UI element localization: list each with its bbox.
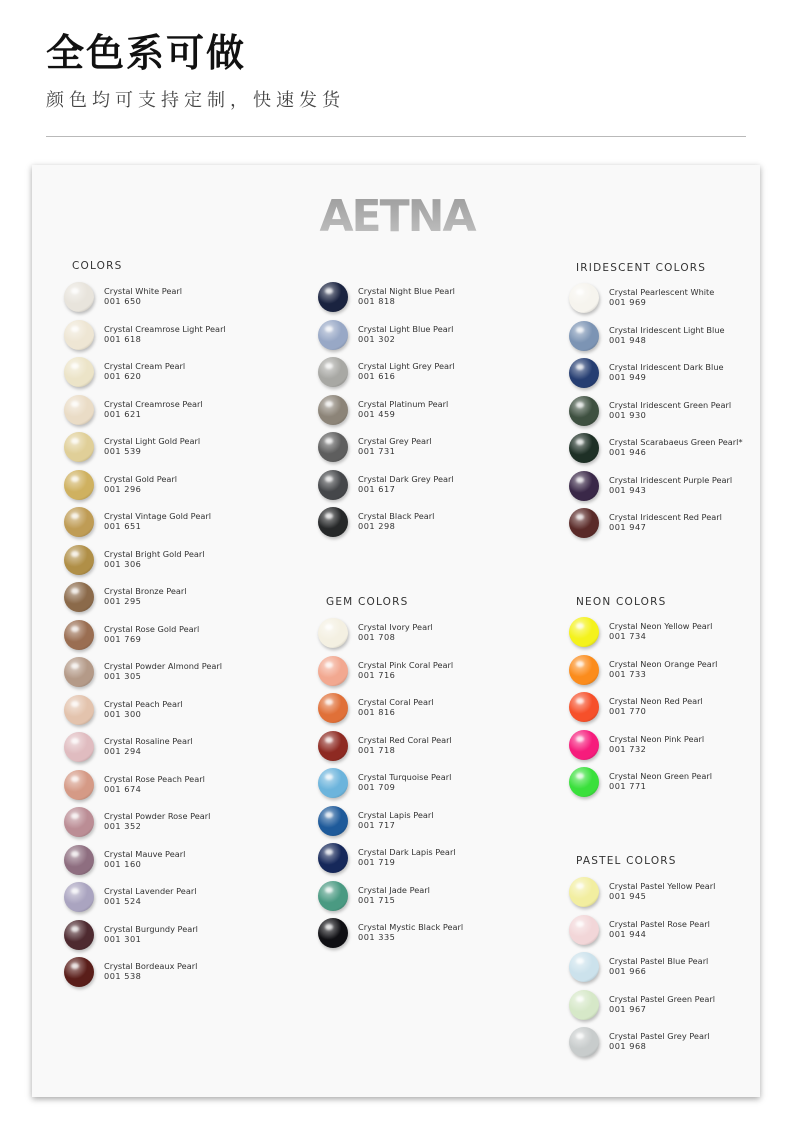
pearl-code: 001 969 <box>609 297 647 307</box>
pearl-swatch <box>569 283 599 313</box>
pearl-swatch <box>64 357 94 387</box>
pearl-name: Crystal Turquoise Pearl <box>358 772 452 782</box>
pearl-swatch <box>569 877 599 907</box>
pearl-swatch <box>64 845 94 875</box>
pearl-name: Crystal Lavender Pearl <box>104 886 197 896</box>
pearl-name: Crystal Burgundy Pearl <box>104 923 198 934</box>
pearl-name: Crystal Neon Red Pearl <box>609 696 703 706</box>
pearl-name: Crystal Iridescent Green Pearl <box>609 399 732 410</box>
pearl-name: Crystal Iridescent Purple Pearl <box>609 474 733 485</box>
pearl-swatch <box>569 617 599 647</box>
pearl-swatch <box>318 806 348 836</box>
pearl-name: Crystal Rose Peach Pearl <box>104 773 205 784</box>
pearl-name: Crystal Bordeaux Pearl <box>104 961 198 971</box>
pearl-swatch <box>318 618 348 648</box>
pearl-swatch <box>569 358 599 388</box>
pearl-name: Crystal Platinum Pearl <box>358 398 449 409</box>
pearl-code: 001 298 <box>358 521 396 531</box>
pearl-code: 001 717 <box>358 819 396 830</box>
pearl-code: 001 769 <box>104 633 142 644</box>
pearl-code: 001 306 <box>104 558 142 569</box>
pearl-swatch <box>64 582 94 612</box>
pearl-code: 001 715 <box>358 894 396 905</box>
pearl-code: 001 716 <box>358 669 396 680</box>
pearl-code: 001 302 <box>358 333 396 344</box>
pearl-name: Crystal Coral Pearl <box>358 697 434 707</box>
pearl-swatch <box>318 693 348 723</box>
pearl-name: Crystal Lapis Pearl <box>358 809 434 820</box>
pearl-code: 001 946 <box>609 447 647 457</box>
pearl-name: Crystal Rosaline Pearl <box>104 736 193 746</box>
pearl-code: 001 818 <box>358 296 396 306</box>
pearl-swatch <box>569 952 599 982</box>
pearl-swatch <box>569 1027 599 1057</box>
pearl-swatch <box>569 692 599 722</box>
pearl-swatch <box>64 545 94 575</box>
pearl-swatch <box>569 433 599 463</box>
pearl-swatch <box>318 432 348 462</box>
pearl-swatch <box>318 470 348 500</box>
pearl-swatch <box>569 321 599 351</box>
pearl-swatch <box>64 770 94 800</box>
pearl-code: 001 650 <box>104 296 142 306</box>
pearl-swatch <box>569 508 599 538</box>
pearl-code: 001 968 <box>609 1041 647 1051</box>
pearl-code: 001 709 <box>358 782 396 792</box>
pearl-name: Crystal Creamrose Light Pearl <box>104 323 226 334</box>
pearl-name: Crystal Neon Yellow Pearl <box>609 621 713 631</box>
pearl-name: Crystal Gold Pearl <box>104 473 178 484</box>
pearl-swatch <box>64 882 94 912</box>
section-title-gem: GEM COLORS <box>326 596 409 608</box>
page-subtitle: 颜色均可支持定制，快速发货 <box>46 90 345 111</box>
pearl-name: Crystal Vintage Gold Pearl <box>104 511 212 521</box>
pearl-swatch <box>64 432 94 462</box>
pearl-code: 001 948 <box>609 334 647 345</box>
pearl-code: 001 708 <box>358 632 396 642</box>
pearl-name: Crystal Night Blue Pearl <box>358 286 455 296</box>
pearl-name: Crystal Pastel Yellow Pearl <box>609 881 716 891</box>
pearl-swatch <box>569 396 599 426</box>
pearl-code: 001 301 <box>104 933 142 944</box>
pearl-code: 001 733 <box>609 668 647 679</box>
section-title-colors: COLORS <box>72 260 123 272</box>
pearl-name: Crystal Pastel Blue Pearl <box>609 956 709 966</box>
pearl-code: 001 300 <box>104 708 142 719</box>
pearl-name: Crystal Creamrose Pearl <box>104 398 203 409</box>
pearl-name: Crystal Pink Coral Pearl <box>358 659 454 670</box>
pearl-code: 001 943 <box>609 484 647 495</box>
section-title-iridescent: IRIDESCENT COLORS <box>576 262 707 274</box>
pearl-name: Crystal Dark Grey Pearl <box>358 473 454 484</box>
pearl-code: 001 305 <box>104 671 142 681</box>
brand-logo-text: AETNA <box>319 193 475 237</box>
pearl-swatch <box>64 282 94 312</box>
pearl-code: 001 947 <box>609 522 647 532</box>
pearl-code: 001 617 <box>358 483 396 494</box>
pearl-name: Crystal Iridescent Light Blue <box>609 324 725 335</box>
pearl-swatch <box>64 732 94 762</box>
pearl-code: 001 949 <box>609 372 647 382</box>
pearl-swatch <box>318 843 348 873</box>
pearl-name: Crystal Pastel Green Pearl <box>609 993 716 1004</box>
pearl-swatch <box>318 918 348 948</box>
pearl-code: 001 731 <box>358 446 396 456</box>
pearl-code: 001 651 <box>104 521 142 531</box>
pearl-swatch <box>318 731 348 761</box>
pearl-swatch <box>318 357 348 387</box>
pearl-name: Crystal Light Blue Pearl <box>358 323 454 334</box>
section-title-neon: NEON COLORS <box>576 596 667 608</box>
pearl-name: Crystal Mauve Pearl <box>104 848 186 859</box>
pearl-name: Crystal Neon Pink Pearl <box>609 733 705 744</box>
pearl-name: Crystal Dark Lapis Pearl <box>358 847 456 857</box>
pearl-swatch <box>569 915 599 945</box>
pearl-code: 001 459 <box>358 408 396 419</box>
pearl-swatch <box>318 656 348 686</box>
pearl-name: Crystal Iridescent Dark Blue <box>609 362 724 372</box>
pearl-swatch <box>64 807 94 837</box>
pearl-swatch <box>318 282 348 312</box>
pearl-name: Crystal Black Pearl <box>358 511 435 521</box>
brand-logo <box>302 193 492 237</box>
pearl-swatch <box>64 695 94 725</box>
pearl-name: Crystal Scarabaeus Green Pearl* <box>609 437 743 447</box>
pearl-name: Crystal Cream Pearl <box>104 361 186 371</box>
pearl-code: 001 771 <box>609 781 647 791</box>
pearl-code: 001 930 <box>609 409 647 420</box>
section-title-pastel: PASTEL COLORS <box>576 855 677 867</box>
pearl-code: 001 618 <box>104 333 142 344</box>
pearl-name: Crystal Pastel Grey Pearl <box>609 1031 710 1041</box>
pearl-code: 001 944 <box>609 928 647 939</box>
pearl-swatch <box>64 620 94 650</box>
pearl-swatch <box>64 657 94 687</box>
pearl-name: Crystal Rose Gold Pearl <box>104 623 200 634</box>
pearl-code: 001 295 <box>104 596 142 606</box>
pearl-code: 001 732 <box>609 743 647 754</box>
pearl-swatch <box>569 730 599 760</box>
pearl-name: Crystal Powder Almond Pearl <box>104 661 223 671</box>
pearl-name: Crystal Bronze Pearl <box>104 586 187 596</box>
pearl-code: 001 538 <box>104 971 142 981</box>
pearl-swatch <box>569 655 599 685</box>
pearl-name: Crystal Iridescent Red Pearl <box>609 512 722 522</box>
pearl-name: Crystal Powder Rose Pearl <box>104 811 211 821</box>
pearl-swatch <box>318 320 348 350</box>
pearl-code: 001 294 <box>104 746 142 756</box>
pearl-name: Crystal Bright Gold Pearl <box>104 548 205 559</box>
pearl-name: Crystal Peach Pearl <box>104 698 183 709</box>
color-chart-card <box>32 165 760 1097</box>
pearl-swatch <box>318 395 348 425</box>
pearl-code: 001 620 <box>104 371 142 381</box>
pearl-code: 001 966 <box>609 966 647 976</box>
pearl-swatch <box>318 881 348 911</box>
pearl-name: Crystal White Pearl <box>104 286 183 296</box>
pearl-code: 001 816 <box>358 707 396 717</box>
pearl-name: Crystal Red Coral Pearl <box>358 734 452 745</box>
pearl-code: 001 352 <box>104 821 142 831</box>
pearl-swatch <box>64 470 94 500</box>
pearl-swatch <box>569 767 599 797</box>
pearl-name: Crystal Light Gold Pearl <box>104 436 201 446</box>
pearl-code: 001 734 <box>609 631 647 641</box>
pearl-code: 001 621 <box>104 408 142 419</box>
pearl-swatch <box>64 507 94 537</box>
pearl-code: 001 539 <box>104 446 142 456</box>
pearl-code: 001 945 <box>609 891 647 901</box>
pearl-swatch <box>318 768 348 798</box>
pearl-name: Crystal Light Grey Pearl <box>358 361 455 371</box>
pearl-name: Crystal Jade Pearl <box>358 884 430 895</box>
pearl-swatch <box>64 920 94 950</box>
pearl-swatch <box>318 507 348 537</box>
pearl-swatch <box>64 957 94 987</box>
pearl-code: 001 967 <box>609 1003 647 1014</box>
pearl-name: Crystal Neon Green Pearl <box>609 771 712 781</box>
divider <box>46 136 746 137</box>
pearl-name: Crystal Ivory Pearl <box>358 622 433 632</box>
pearl-code: 001 524 <box>104 896 142 906</box>
pearl-code: 001 770 <box>609 706 647 716</box>
pearl-name: Crystal Neon Orange Pearl <box>609 658 718 669</box>
pearl-code: 001 296 <box>104 483 142 494</box>
pearl-code: 001 674 <box>104 783 142 794</box>
pearl-swatch <box>64 320 94 350</box>
pearl-name: Crystal Mystic Black Pearl <box>358 922 464 932</box>
page-title: 全色系可做 <box>46 31 247 75</box>
pearl-code: 001 719 <box>358 857 396 867</box>
pearl-code: 001 160 <box>104 858 142 869</box>
pearl-code: 001 335 <box>358 932 396 942</box>
pearl-code: 001 718 <box>358 744 396 755</box>
pearl-swatch <box>569 471 599 501</box>
pearl-name: Crystal Pearlescent White <box>609 287 715 297</box>
pearl-name: Crystal Pastel Rose Pearl <box>609 918 710 929</box>
pearl-code: 001 616 <box>358 371 396 381</box>
pearl-swatch <box>569 990 599 1020</box>
pearl-swatch <box>64 395 94 425</box>
pearl-name: Crystal Grey Pearl <box>358 436 432 446</box>
